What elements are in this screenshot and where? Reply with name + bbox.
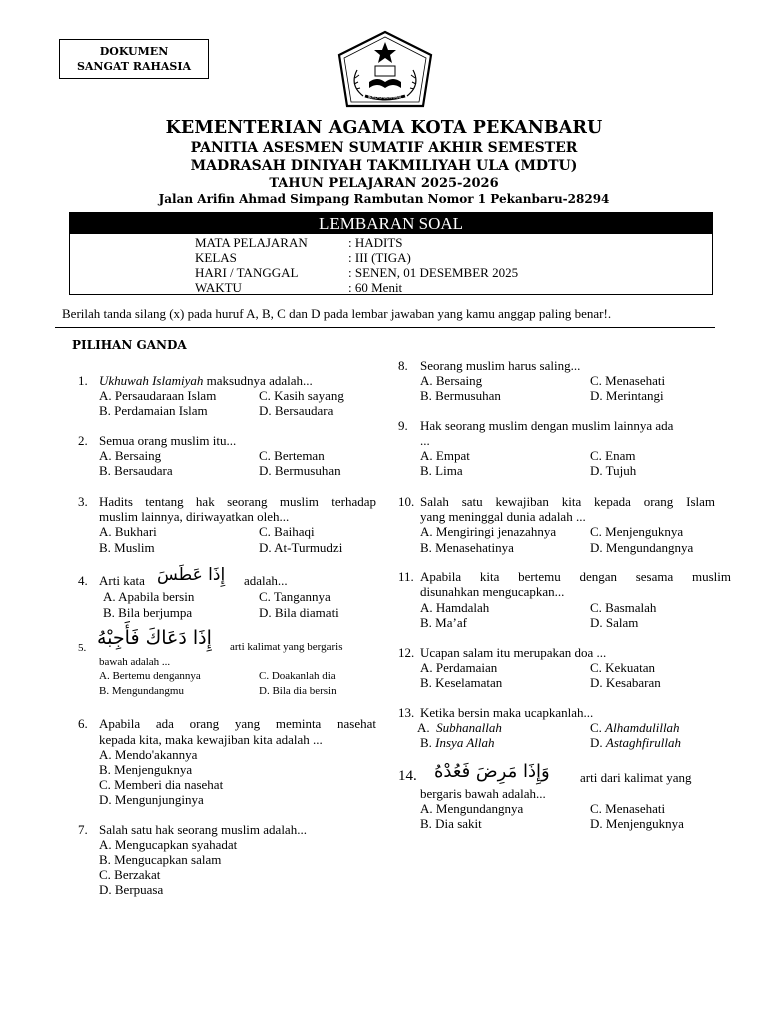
option-d: D. Tujuh bbox=[590, 463, 637, 478]
question-number: 13. bbox=[398, 705, 415, 720]
question-number: 12. bbox=[398, 645, 415, 660]
ministry-title: KEMENTERIAN AGAMA KOTA PEKANBARU bbox=[165, 118, 603, 138]
option-b: B. Insya Allah bbox=[420, 735, 495, 750]
option-d: D. Bersaudara bbox=[259, 403, 334, 418]
divider-line bbox=[55, 327, 715, 328]
option-b: B. Menasehatinya bbox=[420, 540, 514, 555]
question-number: 10. bbox=[398, 494, 415, 509]
info-value-class: : III (TIGA) bbox=[348, 250, 411, 265]
option-c: C. Baihaqi bbox=[259, 524, 315, 539]
info-key-class: KELAS bbox=[195, 250, 237, 265]
section-title: PILIHAN GANDA bbox=[72, 338, 187, 352]
option-c: C. Basmalah bbox=[590, 600, 657, 615]
question-text: Salah satu hak seorang muslim adalah... bbox=[99, 822, 307, 837]
question-text: Semua orang muslim itu... bbox=[99, 433, 237, 448]
question-text bbox=[99, 373, 313, 388]
question-number: 5. bbox=[78, 642, 87, 654]
option-b: B. Perdamaian Islam bbox=[99, 403, 208, 418]
info-value-time: : 60 Menit bbox=[348, 280, 403, 295]
option-c: C. Kasih sayang bbox=[259, 388, 344, 403]
question-text-line2: yang meninggal dunia adalah ... bbox=[420, 509, 586, 524]
school-name: MADRASAH DINIYAH TAKMILIYAH ULA (MDTU) bbox=[190, 158, 578, 174]
question-number: 1. bbox=[78, 373, 88, 388]
option-c: C. Kekuatan bbox=[590, 660, 655, 675]
arabic-phrase: إِذَا عَطَسَ bbox=[157, 565, 226, 585]
option-a: A. Mengucapkan syahadat bbox=[99, 837, 238, 852]
option-c: C. Tangannya bbox=[259, 589, 331, 604]
question-number: 8. bbox=[398, 358, 408, 373]
exam-sheet-title: LEMBARAN SOAL bbox=[70, 213, 712, 234]
option-b: B. Keselamatan bbox=[420, 675, 503, 690]
info-key-time: WAKTU bbox=[195, 280, 242, 295]
option-a: A. Bertemu dengannya bbox=[99, 670, 201, 682]
question-text-line2: bawah adalah ... bbox=[99, 656, 171, 668]
option-d: D. Mengunjunginya bbox=[99, 792, 204, 807]
option-a: A. Subhanallah bbox=[417, 720, 502, 735]
option-b: B. Bila berjumpa bbox=[103, 605, 193, 620]
option-d: D. Astaghfirullah bbox=[590, 735, 682, 750]
question-number: 9. bbox=[398, 418, 408, 433]
question-text-post: adalah... bbox=[244, 573, 288, 588]
question-text-line2: disunahkan mengucapkan... bbox=[420, 584, 565, 599]
question-number: 3. bbox=[78, 494, 88, 509]
option-a: A. Bersaing bbox=[420, 373, 483, 388]
secret-label-line1: DOKUMEN bbox=[99, 45, 169, 58]
question-text: Ketika bersin maka ucapkanlah... bbox=[420, 705, 594, 720]
option-c: C. Berteman bbox=[259, 448, 325, 463]
info-value-date: : SENEN, 01 DESEMBER 2025 bbox=[348, 265, 519, 280]
option-a: A. Bersaing bbox=[99, 448, 162, 463]
option-a: A. Bukhari bbox=[99, 524, 157, 539]
option-a: A. Apabila bersin bbox=[103, 589, 195, 604]
question-number: 14. bbox=[398, 768, 417, 784]
option-b: B. Lima bbox=[420, 463, 463, 478]
option-c: C. Menjenguknya bbox=[590, 524, 684, 539]
option-b: B. Ma’af bbox=[420, 615, 467, 630]
question-italic-term: Ukhuwah Islamiyah bbox=[99, 373, 204, 388]
question-text: Ucapan salam itu merupakan doa ... bbox=[420, 645, 607, 660]
option-c: C. Berzakat bbox=[99, 867, 161, 882]
option-d: D. Merintangi bbox=[590, 388, 664, 403]
option-b: B. Muslim bbox=[99, 540, 155, 555]
ministry-logo bbox=[335, 30, 435, 110]
option-b: B. Bermusuhan bbox=[420, 388, 501, 403]
secret-label-line2: SANGAT RAHASIA bbox=[76, 60, 192, 73]
question-number: 2. bbox=[78, 433, 88, 448]
option-a: A. Empat bbox=[420, 448, 470, 463]
question-text-line1: Hadits tentang hak seorang muslim terhadap bbox=[99, 494, 376, 509]
option-b: B. Menjenguknya bbox=[99, 762, 193, 777]
option-c: C. Alhamdulillah bbox=[590, 720, 680, 735]
question-text-post: arti kalimat yang bergaris bbox=[230, 641, 343, 653]
arabic-phrase: إِذَا دَعَاكَ فَأَجِبْهُ bbox=[97, 627, 212, 649]
question-text-post: arti dari kalimat yang bbox=[580, 770, 692, 785]
option-c: C. Enam bbox=[590, 448, 636, 463]
question-text-line2: bergaris bawah adalah... bbox=[420, 786, 546, 801]
academic-year: TAHUN PELAJARAN 2025-2026 bbox=[269, 176, 499, 191]
option-d: D. At-Turmudzi bbox=[259, 540, 343, 555]
question-text-pre: Arti kata bbox=[99, 573, 145, 588]
question-number: 11. bbox=[398, 569, 414, 584]
option-b: B. Mengucapkan salam bbox=[99, 852, 222, 867]
option-b: B. Mengundangmu bbox=[99, 685, 184, 697]
option-c: C. Menasehati bbox=[590, 373, 666, 388]
option-d: D. Kesabaran bbox=[590, 675, 661, 690]
school-address: Jalan Arifin Ahmad Simpang Rambutan Nomor 1 Pekanbaru-28294 bbox=[158, 192, 610, 206]
info-key-subject: MATA PELAJARAN bbox=[195, 235, 308, 250]
option-a: A. Mendo'akannya bbox=[99, 747, 198, 762]
exam-info-box bbox=[69, 212, 713, 295]
question-text-line2: ... bbox=[420, 433, 430, 448]
committee-title: PANITIA ASESMEN SUMATIF AKHIR SEMESTER bbox=[190, 140, 578, 156]
option-c: C. Memberi dia nasehat bbox=[99, 777, 224, 792]
question-text: Seorang muslim harus saling... bbox=[420, 358, 581, 373]
arabic-phrase: وَإِذَا مَرِضَ فَعُدْهُ bbox=[434, 761, 550, 782]
option-d: D. Menjenguknya bbox=[590, 816, 684, 831]
question-text-line1: Salah satu kewajiban kita kepada orang Islam bbox=[420, 494, 715, 509]
question-text-line1: Apabila ada orang yang meminta nasehat bbox=[99, 716, 376, 731]
info-value-subject: : HADITS bbox=[348, 235, 403, 250]
option-a: A. Perdamaian bbox=[420, 660, 498, 675]
question-text-line2: kepada kita, maka kewajiban kita adalah ... bbox=[99, 732, 323, 747]
question-number: 7. bbox=[78, 822, 88, 837]
option-d: D. Berpuasa bbox=[99, 882, 164, 897]
secret-document-box bbox=[59, 39, 209, 79]
option-d: D. Mengundangnya bbox=[590, 540, 694, 555]
question-number: 4. bbox=[78, 573, 88, 588]
question-text-rest: maksudnya adalah... bbox=[203, 373, 313, 388]
instruction-text: Berilah tanda silang (x) pada huruf A, B, C dan D pada lembar jawaban yang kamu anggap paling benar!. bbox=[62, 306, 612, 321]
option-a: A. Mengiringi jenazahnya bbox=[420, 524, 557, 539]
option-d: D. Bila diamati bbox=[259, 605, 339, 620]
option-a: A. Mengundangnya bbox=[420, 801, 524, 816]
logo-motto: IKHLAS BERAMAL bbox=[367, 94, 403, 100]
option-c: C. Doakanlah dia bbox=[259, 670, 336, 682]
option-b: B. Bersaudara bbox=[99, 463, 173, 478]
option-d: D. Bila dia bersin bbox=[259, 685, 337, 697]
option-c: C. Menasehati bbox=[590, 801, 666, 816]
option-d: D. Bermusuhan bbox=[259, 463, 341, 478]
option-d: D. Salam bbox=[590, 615, 639, 630]
question-number: 6. bbox=[78, 716, 88, 731]
option-b: B. Dia sakit bbox=[420, 816, 482, 831]
info-key-date: HARI / TANGGAL bbox=[195, 265, 299, 280]
question-text-line1: Hak seorang muslim dengan muslim lainnya ada bbox=[420, 418, 674, 433]
option-a: A. Hamdalah bbox=[420, 600, 490, 615]
question-text-line1: Apabila kita bertemu dengan sesama muslim bbox=[420, 569, 731, 584]
question-text-line2: muslim lainnya, diriwayatkan oleh... bbox=[99, 509, 290, 524]
option-a: A. Persaudaraan Islam bbox=[99, 388, 217, 403]
